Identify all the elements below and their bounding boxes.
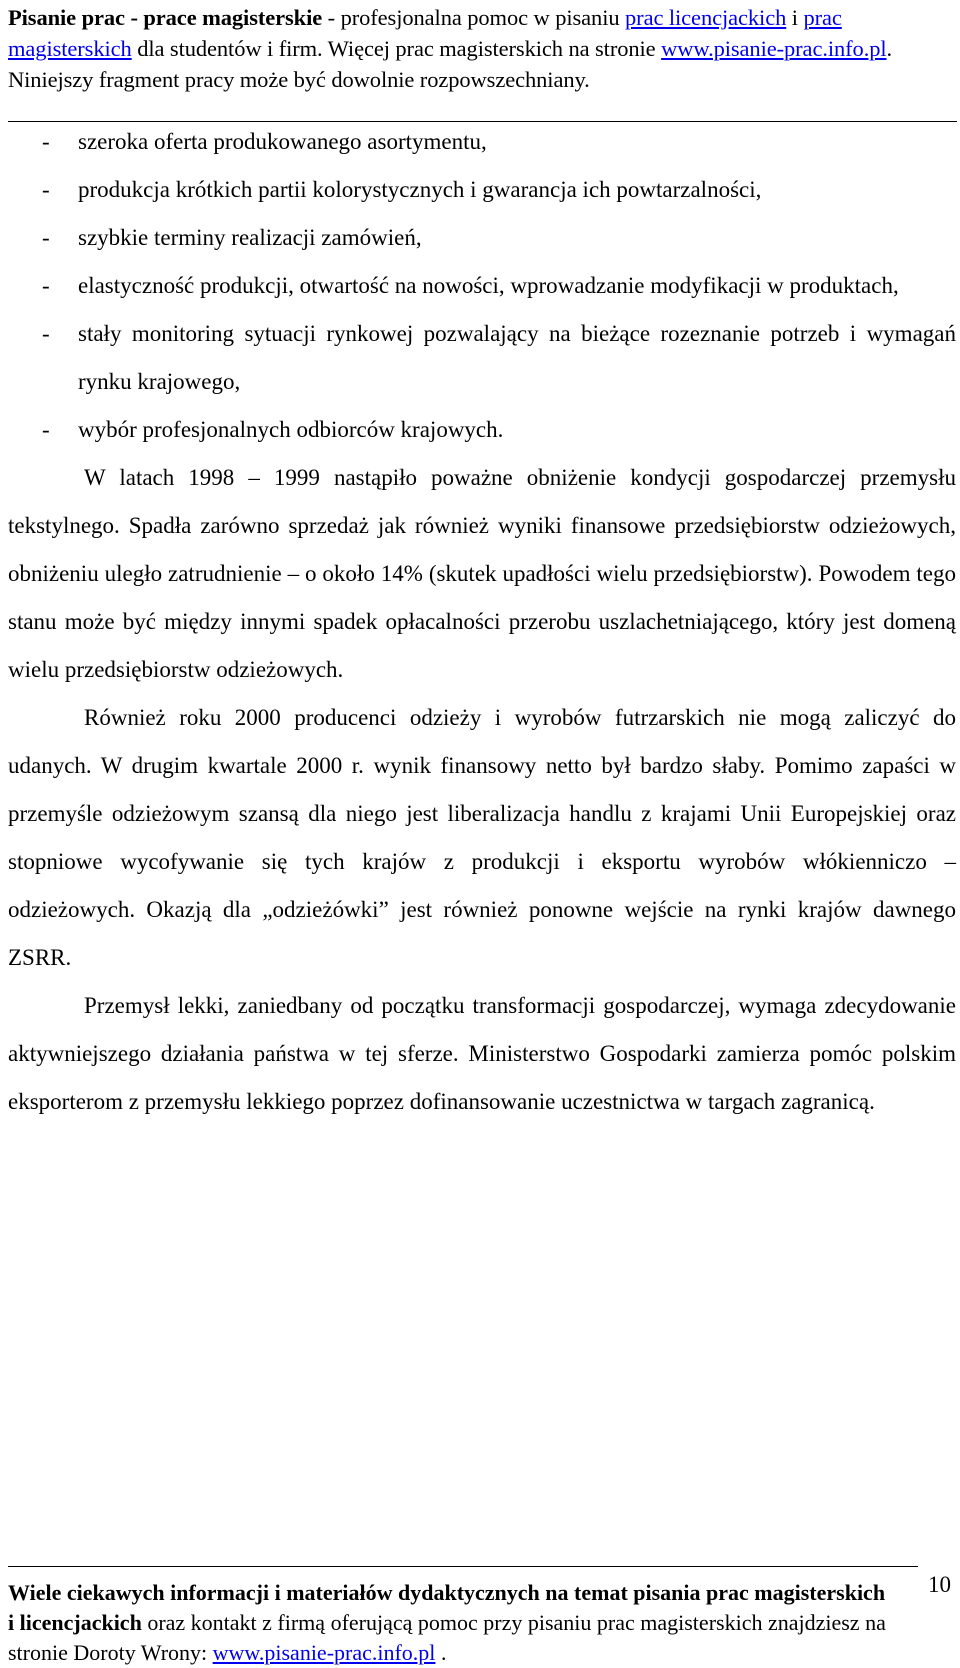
bullet-text: produkcja krótkich partii kolorystycznych i gwarancja ich powtarzalności, <box>78 177 762 202</box>
bullet-dash: - <box>42 417 50 442</box>
bullet-dash: - <box>42 225 50 250</box>
bullet-item <box>8 118 956 166</box>
paragraph: Przemysł lekki, zaniedbany od początku transformacji gospodarczej, wymaga zdecydowanie aktywniejszego działania państwa w tej sferze. Ministerstwo Gospodarki zamierza pomóc polskim eksporterom z przemysłu lekkiego poprzez dofinansowanie uczestnictwa w targach zagranicą. <box>8 993 956 1114</box>
page-footer <box>8 1578 888 1668</box>
footer-text-2: . <box>435 1640 447 1665</box>
bullet-dash: - <box>42 129 50 154</box>
bullet-item <box>8 166 956 214</box>
page-number: 10 <box>928 1572 951 1597</box>
header-text-3: dla studentów i firm. Więcej prac magisterskich na stronie <box>131 36 662 61</box>
footer-divider <box>8 1566 918 1567</box>
footer-bold-text: Wiele ciekawych informacji i materiałów dydaktycznych na temat pisania prac magisterskich i licencjackich <box>8 1580 886 1635</box>
bullet-item <box>8 214 956 262</box>
document-body <box>8 118 956 1126</box>
bullet-text: szeroka oferta produkowanego asortymentu, <box>78 129 487 154</box>
bullet-text: stały monitoring sytuacji rynkowej pozwalający na bieżące rozeznanie potrzeb i wymagań rynku krajowego, <box>78 321 956 394</box>
bullet-dash: - <box>42 273 50 298</box>
bullet-item <box>8 406 956 454</box>
bullet-dash: - <box>42 321 50 346</box>
header-text-1: - profesjonalna pomoc w pisaniu <box>322 5 626 30</box>
link-website-footer[interactable]: www.pisanie-prac.info.pl <box>212 1640 436 1665</box>
bullet-text: wybór profesjonalnych odbiorców krajowych. <box>78 417 504 442</box>
page-header <box>8 2 960 95</box>
bullet-item <box>8 262 956 310</box>
bullet-text: elastyczność produkcji, otwartość na nowości, wprowadzanie modyfikacji w produktach, <box>78 273 899 298</box>
bullet-text: szybkie terminy realizacji zamówień, <box>78 225 422 250</box>
link-website-header[interactable]: www.pisanie-prac.info.pl <box>661 36 887 61</box>
paragraph: Również roku 2000 producenci odzieży i wyrobów futrzarskich nie mogą zaliczyć do udanych. W drugim kwartale 2000 r. wynik finansowy netto był bardzo słaby. Pomimo zapaści w przemyśle odzieżowym szansą dla niego jest liberalizacja handlu z krajami Unii Europejskiej oraz stopniowe wycofywanie się tych krajów z produkcji i eksportu wyrobów włókienniczo – odzieżowych. Okazją dla „odzieżówki” jest również ponowne wejście na rynki krajów dawnego ZSRR. <box>8 705 956 970</box>
bullet-item <box>8 310 956 406</box>
link-prac-licencjackich[interactable]: prac licencjackich <box>625 5 787 30</box>
bullet-dash: - <box>42 177 50 202</box>
header-text-4: . Niniejszy fragment pracy może być dowolnie rozpowszechniany. <box>8 36 893 92</box>
header-text-2: i <box>786 5 804 30</box>
header-brand: Pisanie prac - prace magisterskie <box>8 5 323 30</box>
paragraph: W latach 1998 – 1999 nastąpiło poważne obniżenie kondycji gospodarczej przemysłu tekstylnego. Spadła zarówno sprzedaż jak również wyniki finansowe przedsiębiorstw odzieżowych, obniżeniu uległo zatrudnienie – o około 14% (skutek upadłości wielu przedsiębiorstw). Powodem tego stanu może być między innymi spadek opłacalności przerobu uszlachetniającego, który jest domeną wielu przedsiębiorstw odzieżowych. <box>8 465 956 682</box>
link-prac-magisterskich[interactable]: prac magisterskich <box>8 5 842 61</box>
footer-text-1: oraz kontakt z firmą oferującą pomoc przy pisaniu prac magisterskich znajdziesz na stronie Doroty Wrony: <box>8 1610 886 1665</box>
